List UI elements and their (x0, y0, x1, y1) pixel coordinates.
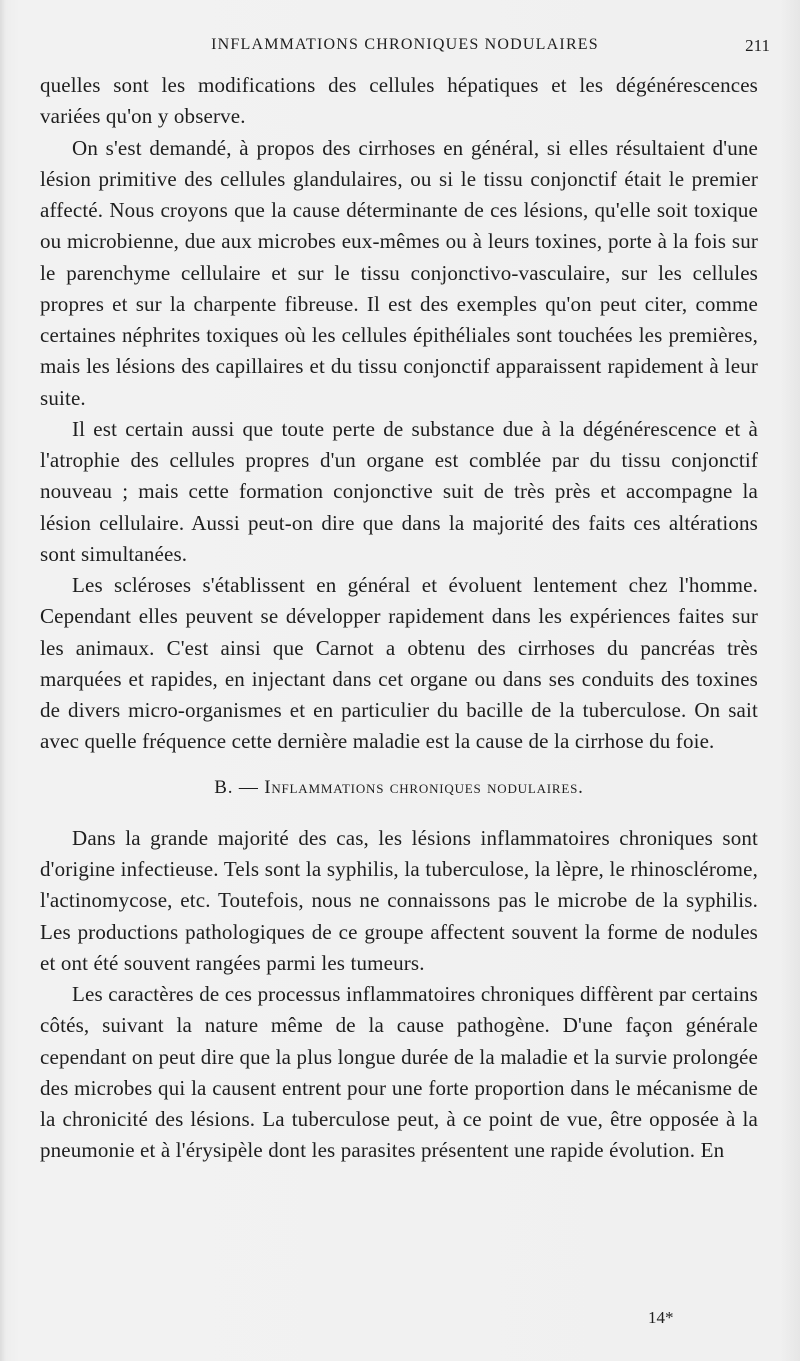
body-text (40, 70, 758, 1167)
paragraph-1: quelles sont les modifications des cellules hépatiques et les dégénérescences variées qu'on y observe. (40, 73, 758, 129)
paragraph-4: Les scléroses s'établissent en général et évoluent lentement chez l'homme. Cependant elles peuvent se développer rapidement dans les expériences faites sur les animaux. C'est ainsi que Carnot a obtenu des cirrhoses du pancréas très marquées et rapides, en injectant dans cet organe ou dans ses conduits des toxines de divers micro-organismes et en particulier du bacille de la tuberculose. On sait avec quelle fréquence cette dernière maladie est la cause de la cirrhose du foie. (40, 573, 758, 754)
paragraph-6: Les caractères de ces processus inflammatoires chroniques diffèrent par certains côtés, suivant la nature même de la cause pathogène. D'une façon générale cependant on peut dire que la plus longue durée de la maladie et la survie prolongée des microbes qui la causent entrent pour une forte proportion dans le mécanisme de la chronicité des lésions. La tuberculose peut, à ce point de vue, être opposée à la pneumonie et à l'érysipèle dont les parasites présentent une rapide évolution. En (40, 982, 758, 1163)
running-title: INFLAMMATIONS CHRONIQUES NODULAIRES (211, 36, 599, 53)
paragraph-2: On s'est demandé, à propos des cirrhoses en général, si elles résultaient d'une lésion primitive des cellules glandulaires, ou si le tissu conjonctif était le premier affecté. Nous croyons que la cause déterminante de ces lésions, qu'elle soit toxique ou microbienne, due aux microbes eux-mêmes ou à leurs toxines, porte à la fois sur le parenchyme cellulaire et sur le tissu conjonctivo-vasculaire, sur les cellules propres et sur la charpente fibreuse. Il est des exemples qu'on peut citer, comme certaines néphrites toxiques où les cellules épithéliales sont touchées les premières, mais les lésions des capillaires et du tissu conjonctif apparaissent rapidement à leur suite. (40, 135, 758, 410)
paragraph-3: Il est certain aussi que toute perte de substance due à la dégénérescence et à l'atrophie des cellules propres d'un organe est comblée par du tissu conjonctif nouveau ; mais cette formation conjonctive suit de très près et accompagne la lésion cellulaire. Aussi peut-on dire que dans la majorité des faits ces altérations sont simultanées. (40, 416, 758, 566)
section-label: B. — (214, 776, 259, 798)
paragraph-5: Dans la grande majorité des cas, les lésions inflammatoires chroniques sont d'origine infectieuse. Tels sont la syphilis, la tuberculose, la lèpre, le rhinosclérome, l'actinomycose, etc. Toutefois, nous ne connaissons pas le microbe de la syphilis. Les productions pathologiques de ce groupe affectent souvent la forme de nodules et ont été souvent rangées parmi les tumeurs. (40, 825, 758, 975)
page-number: 211 (745, 36, 770, 55)
section-title: Inflammations chroniques nodulaires. (264, 776, 584, 798)
section-heading (40, 772, 758, 803)
running-head (40, 36, 770, 58)
signature-mark: 14* (648, 1308, 674, 1327)
